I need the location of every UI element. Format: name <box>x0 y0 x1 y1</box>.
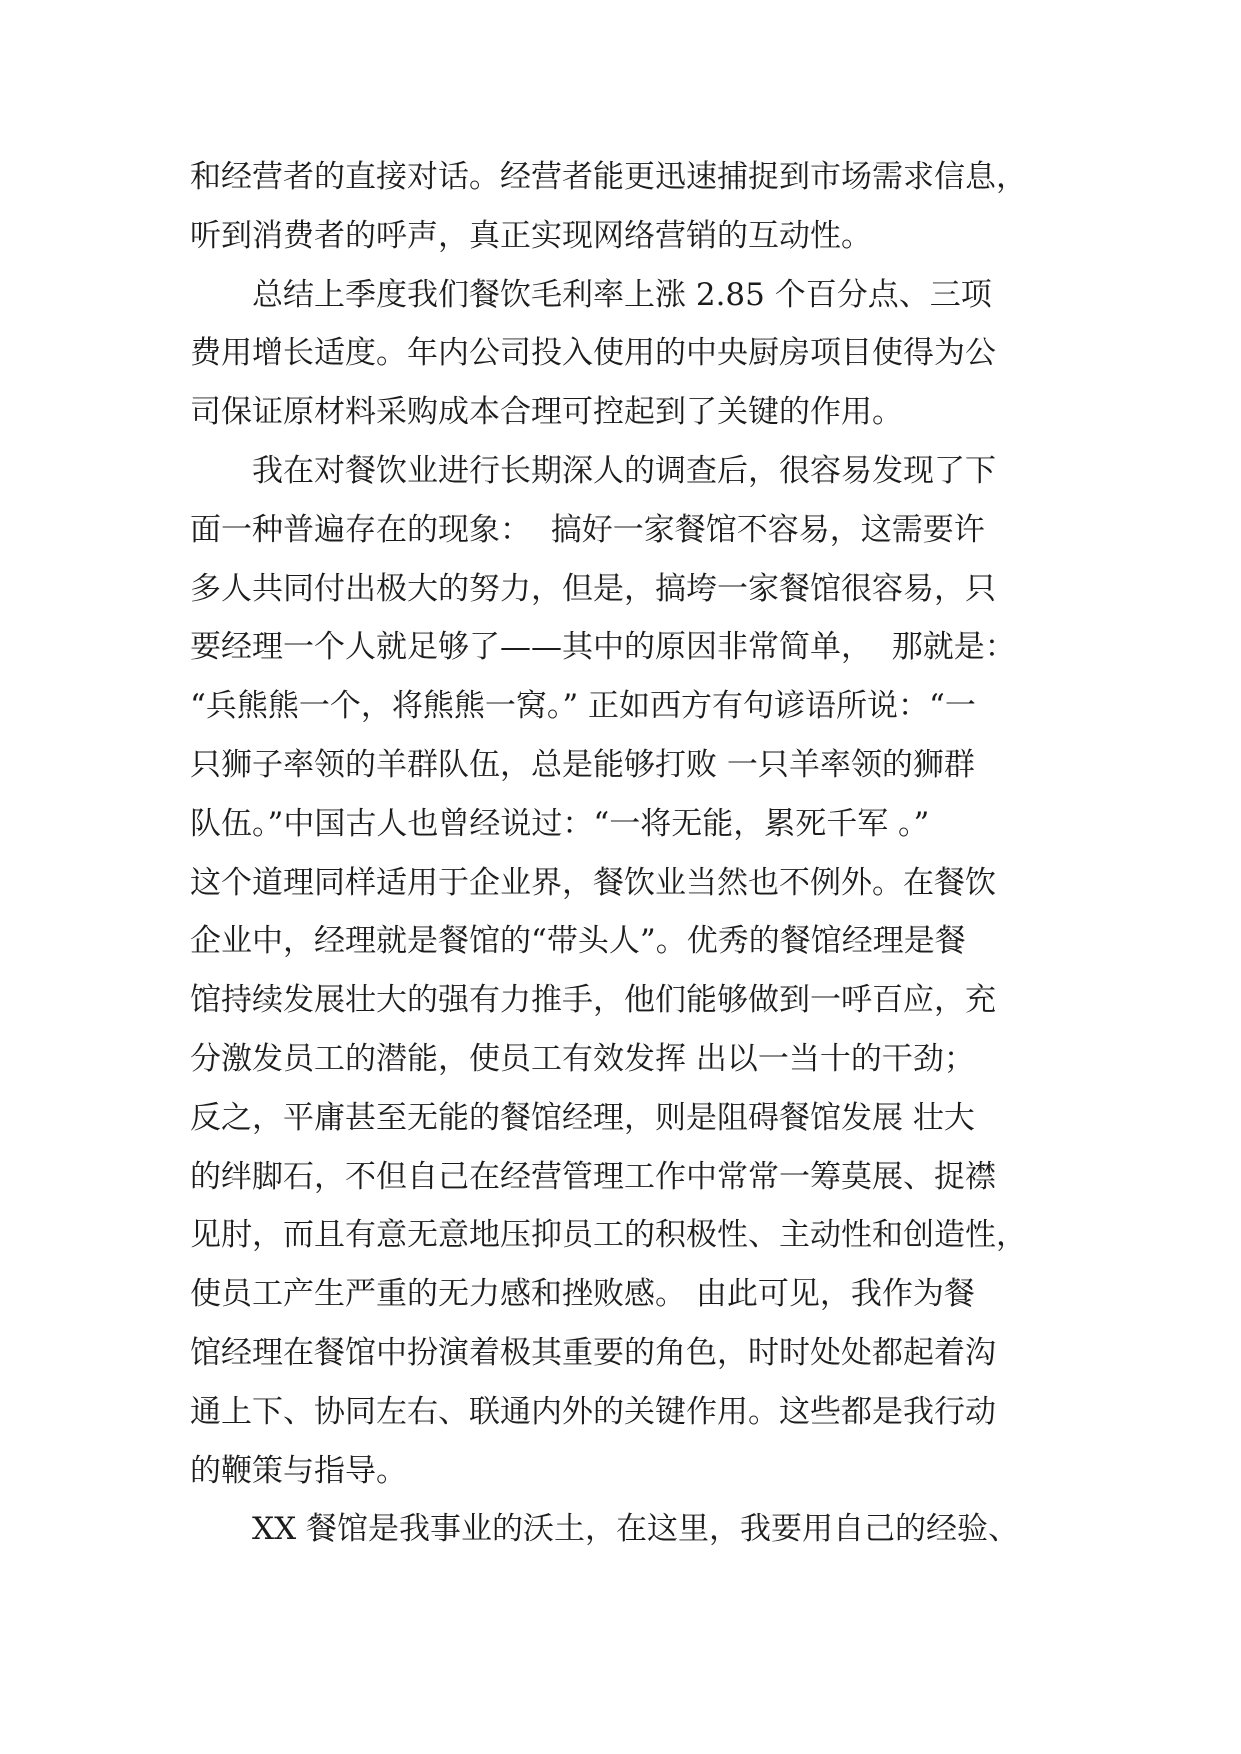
text-line: “兵熊熊一个，将熊熊一窝。” 正如西方有句谚语所说：“一 <box>190 688 976 725</box>
text-line: 使员工产生严重的无力感和挫败感。 由此可见，我作为餐 <box>190 1276 975 1313</box>
text-line: 的鞭策与指导。 <box>190 1452 407 1489</box>
text-line: 多人共同付出极大的努力，但是，搞垮一家餐馆很容易，只 <box>190 570 996 607</box>
text-line: XX 餐馆是我事业的沃土，在这里，我要用自己的经验、 <box>190 1511 1019 1548</box>
text-line: 队伍。”中国古人也曾经说过：“一将无能，累死千军 。” <box>190 805 930 842</box>
text-line: 要经理一个人就足够了——其中的原因非常简单， 那就是： <box>190 629 1016 666</box>
text-line: 馆持续发展壮大的强有力推手，他们能够做到一呼百应，充 <box>190 982 996 1019</box>
text-line: 费用增长适度。年内公司投入使用的中央厨房项目使得为公 <box>190 335 996 372</box>
text-line: 司保证原材料采购成本合理可控起到了关键的作用。 <box>190 394 903 431</box>
text-line: 这个道理同样适用于企业界，餐饮业当然也不例外。在餐饮 <box>190 864 996 901</box>
text-line: 馆经理在餐馆中扮演着极其重要的角色，时时处处都起着沟 <box>190 1334 996 1371</box>
text-line: 通上下、协同左右、联通内外的关键作用。这些都是我行动 <box>190 1393 996 1430</box>
text-line: 听到消费者的呼声，真正实现网络营销的互动性。 <box>190 217 872 254</box>
body-text <box>190 148 1090 1559</box>
text-line: 见肘，而且有意无意地压抑员工的积极性、主动性和创造性， <box>190 1217 1027 1254</box>
text-line: 分激发员工的潜能，使员工有效发挥 出以一当十的干劲； <box>190 1040 975 1077</box>
text-line: 只狮子率领的羊群队伍，总是能够打败 一只羊率领的狮群 <box>190 746 975 783</box>
text-line: 总结上季度我们餐饮毛利率上涨 2.85 个百分点、三项 <box>190 276 992 313</box>
text-line: 我在对餐饮业进行长期深人的调查后，很容易发现了下 <box>190 452 996 489</box>
text-line: 面一种普遍存在的现象： 搞好一家餐馆不容易，这需要许 <box>190 511 985 548</box>
text-line: 企业中，经理就是餐馆的“带头人”。优秀的餐馆经理是餐 <box>190 923 966 960</box>
text-line: 的绊脚石，不但自己在经营管理工作中常常一筹莫展、捉襟 <box>190 1158 996 1195</box>
text-line: 反之，平庸甚至无能的餐馆经理，则是阻碍餐馆发展 壮大 <box>190 1099 975 1136</box>
text-line: 和经营者的直接对话。经营者能更迅速捕捉到市场需求信息， <box>190 159 1027 195</box>
